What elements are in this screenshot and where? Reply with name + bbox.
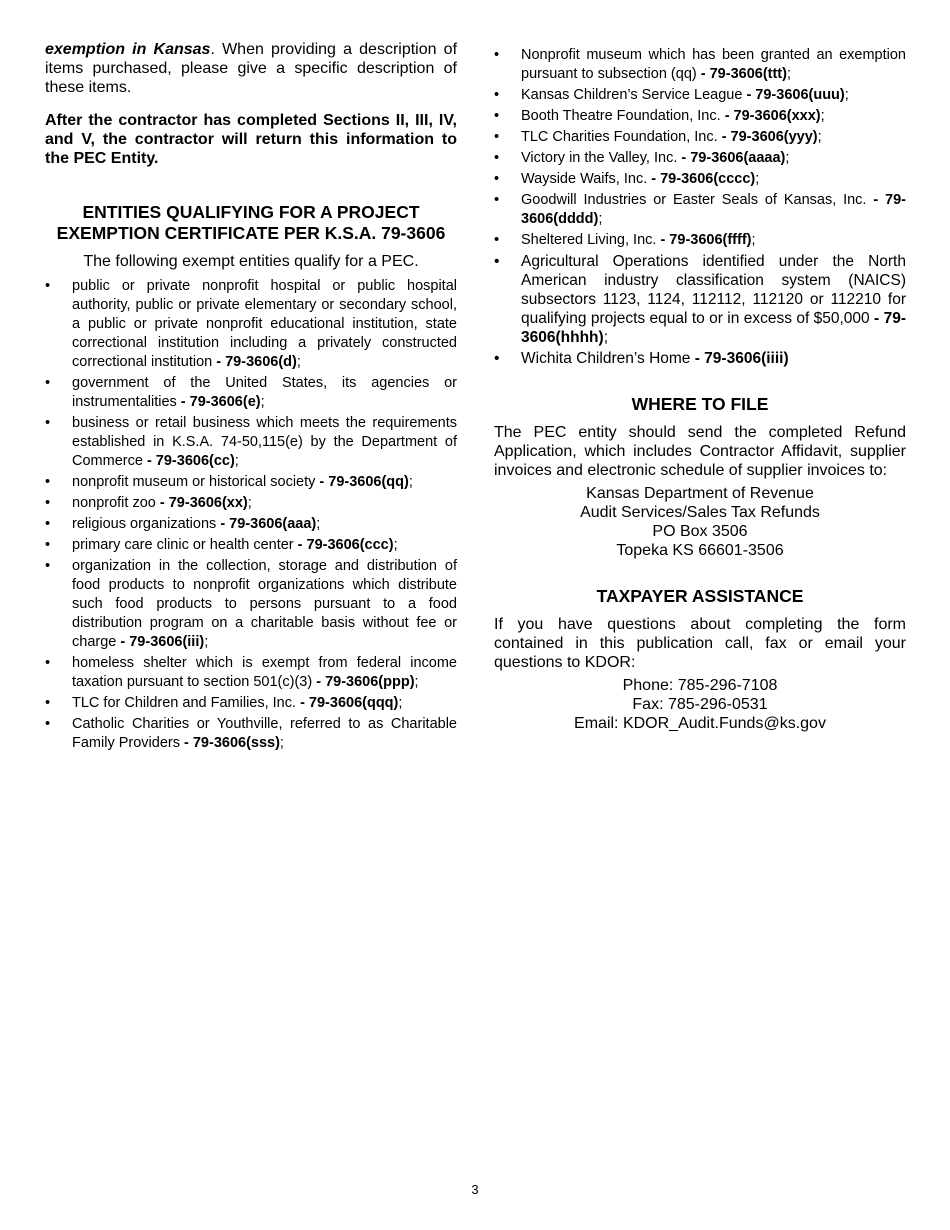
statute-code: - 79-3606(ccc) (297, 537, 394, 553)
statute-code: - 79-3606(hhhh) (521, 310, 906, 346)
item-end: ; (751, 232, 756, 248)
item-text: Wichita Children’s Home (521, 350, 695, 367)
bullet-marker: • (45, 558, 51, 574)
bullet-marker: • (45, 716, 51, 732)
item-text: Wayside Waifs, Inc. (521, 171, 652, 187)
intro-text: . When providing a description of items purchased, please give a specific description of these items. (45, 41, 458, 96)
bullet-marker: • (494, 171, 500, 187)
item-end: ; (414, 674, 419, 690)
entity-list-item (494, 170, 906, 189)
item-end: ; (408, 474, 413, 490)
item-text: TLC Charities Foundation, Inc. (521, 129, 722, 145)
item-end: ; (598, 211, 603, 227)
item-text: nonprofit zoo (72, 495, 160, 511)
item-end: ; (296, 354, 301, 370)
statute-code: - 79-3606(iiii) (694, 350, 789, 367)
entity-list-item (494, 86, 906, 105)
item-end: ; (316, 516, 321, 532)
contact-phone: Phone: 785-296-7108 (622, 677, 778, 694)
entity-list-item (494, 46, 906, 84)
entity-list-item (45, 494, 457, 513)
bullet-marker: • (494, 350, 500, 367)
item-text: Goodwill Industries or Easter Seals of Kansas, Inc. (521, 192, 874, 208)
bullet-marker: • (45, 655, 51, 671)
bullet-marker: • (45, 516, 51, 532)
bullet-marker: • (494, 150, 500, 166)
entity-list-item (45, 277, 457, 372)
contact-email: Email: KDOR_Audit.Funds@ks.gov (574, 715, 826, 732)
statute-code: - 79-3606(xxx) (724, 108, 821, 124)
item-text: Booth Theatre Foundation, Inc. (521, 108, 725, 124)
mailing-address (494, 484, 906, 560)
where-to-file-text: The PEC entity should send the completed Refund Application, which includes Contractor Affidavit, supplier invoices and electronic schedule of supplier invoices to: (494, 424, 906, 479)
statute-code: - 79-3606(d) (216, 354, 297, 370)
item-end: ; (785, 150, 790, 166)
bullet-marker: • (494, 108, 500, 124)
entity-list-item (45, 715, 457, 753)
entities-list (45, 277, 457, 753)
item-end: ; (820, 108, 825, 124)
item-text: public or private nonprofit hospital or public hospital authority, public or private elementary or secondary school, a public or private nonprofit educational institution, state correctional institution including a privately constructed correctional institution (72, 278, 457, 370)
item-end: ; (844, 87, 849, 103)
item-text: business or retail business which meets the requirements established in K.S.A. 74-50,115(e) by the Department of Commerce (72, 415, 457, 469)
entity-list-item (494, 149, 906, 168)
bullet-marker: • (45, 695, 51, 711)
statute-code: - 79-3606(xx) (159, 495, 248, 511)
address-line-2: Audit Services/Sales Tax Refunds (580, 504, 820, 521)
page-number: 3 (471, 1182, 479, 1197)
statute-code: - 79-3606(qqq) (300, 695, 399, 711)
bullet-marker: • (494, 253, 500, 270)
item-end: ; (279, 735, 284, 751)
entity-list-item (494, 107, 906, 126)
entities-heading (45, 202, 457, 244)
item-text: Nonprofit museum which has been granted an exemption pursuant to subsection (qq) (521, 47, 906, 82)
item-text: government of the United States, its agencies or instrumentalities (72, 375, 457, 410)
item-text: Sheltered Living, Inc. (521, 232, 661, 248)
item-text: nonprofit museum or historical society (72, 474, 320, 490)
item-text: Catholic Charities or Youthville, referred to as Charitable Family Providers (72, 716, 457, 751)
address-line-4: Topeka KS 66601-3506 (616, 542, 784, 559)
entity-list-item (494, 191, 906, 229)
item-text: homeless shelter which is exempt from federal income taxation pursuant to section 501(c)(3) (72, 655, 457, 690)
address-line-1: Kansas Department of Revenue (586, 485, 814, 502)
entity-list-item (494, 349, 906, 368)
bullet-marker: • (45, 278, 51, 294)
statute-code: - 79-3606(qq) (319, 474, 409, 490)
statute-code: - 79-3606(aaa) (220, 516, 317, 532)
entity-list-item (45, 473, 457, 492)
item-end: ; (603, 329, 608, 346)
bullet-marker: • (45, 474, 51, 490)
bullet-marker: • (494, 129, 500, 145)
item-text: religious organizations (72, 516, 221, 532)
entities-heading-line-2: EXEMPTION CERTIFICATE PER K.S.A. 79-3606 (56, 223, 446, 243)
statute-code: - 79-3606(ttt) (700, 66, 787, 82)
item-end: ; (247, 495, 252, 511)
item-text: Victory in the Valley, Inc. (521, 150, 682, 166)
item-end: ; (393, 537, 398, 553)
entities-heading-line-1: ENTITIES QUALIFYING FOR A PROJECT (82, 202, 420, 222)
bullet-marker: • (494, 87, 500, 103)
entities-lead: The following exempt entities qualify for a PEC. (83, 253, 419, 270)
statute-code: - 79-3606(iii) (120, 634, 205, 650)
entity-list-item (494, 128, 906, 147)
statute-code: - 79-3606(sss) (184, 735, 280, 751)
entity-list-item (45, 557, 457, 652)
entities-list-continued (494, 46, 906, 368)
item-end: ; (234, 453, 239, 469)
item-end: ; (817, 129, 822, 145)
entity-list-item (45, 374, 457, 412)
entity-list-item (494, 252, 906, 347)
item-text: TLC for Children and Families, Inc. (72, 695, 301, 711)
statute-code: - 79-3606(cc) (146, 453, 235, 469)
bullet-marker: • (494, 47, 500, 63)
bullet-marker: • (45, 415, 51, 431)
bullet-marker: • (494, 232, 500, 248)
bullet-marker: • (45, 375, 51, 391)
entity-list-item (45, 414, 457, 471)
statute-code: - 79-3606(cccc) (651, 171, 756, 187)
intro-emphasis: exemption in Kansas (45, 41, 211, 58)
left-column (45, 40, 457, 755)
bullet-marker: • (494, 192, 500, 208)
item-end: ; (204, 634, 209, 650)
where-to-file-heading: WHERE TO FILE (631, 394, 769, 414)
item-end: ; (398, 695, 403, 711)
contractor-return-note: After the contractor has completed Sections II, III, IV, and V, the contractor will return this information to the PEC Entity. (45, 112, 457, 167)
statute-code: - 79-3606(ppp) (316, 674, 415, 690)
statute-code: - 79-3606(yyy) (721, 129, 818, 145)
item-end: ; (786, 66, 791, 82)
statute-code: - 79-3606(uuu) (746, 87, 845, 103)
entity-list-item (494, 231, 906, 250)
item-end: ; (260, 394, 265, 410)
statute-code: - 79-3606(ffff) (660, 232, 752, 248)
entity-list-item (45, 654, 457, 692)
item-text: primary care clinic or health center (72, 537, 298, 553)
item-text: Agricultural Operations identified under the North American industry classification system (NAICS) subsectors 1123, 1124, 112112, 112120 or 112210 for qualifying projects equal to or in excess of $50,000 (521, 253, 906, 327)
item-text: Kansas Children’s Service League (521, 87, 747, 103)
bullet-marker: • (45, 495, 51, 511)
statute-code: - 79-3606(e) (180, 394, 261, 410)
intro-paragraph (45, 40, 457, 97)
entity-list-item (45, 515, 457, 534)
bullet-marker: • (45, 537, 51, 553)
right-column (494, 40, 906, 733)
taxpayer-assistance-text: If you have questions about completing the form contained in this publication call, fax or email your questions to KDOR: (494, 616, 906, 671)
statute-code: - 79-3606(aaaa) (681, 150, 786, 166)
statute-code: - 79-3606(dddd) (521, 192, 906, 227)
entity-list-item (45, 536, 457, 555)
taxpayer-assistance-heading: TAXPAYER ASSISTANCE (596, 586, 804, 606)
contact-info (494, 676, 906, 733)
address-line-3: PO Box 3506 (652, 523, 748, 540)
item-end: ; (755, 171, 760, 187)
entity-list-item (45, 694, 457, 713)
item-text: organization in the collection, storage and distribution of food products to nonprofit organizations which distribute such food products to persons pursuant to a food distribution program on a charitable basis without fee or charge (72, 558, 457, 650)
contact-fax: Fax: 785-296-0531 (632, 696, 768, 713)
